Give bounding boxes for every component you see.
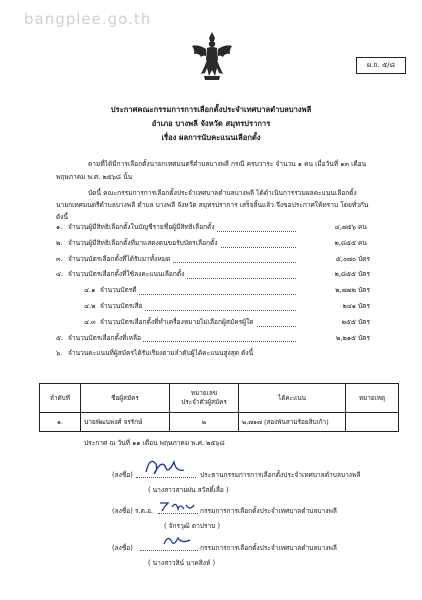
stat-value: ๕,๐๗๐ (335, 254, 356, 263)
stat-row (56, 346, 396, 362)
signature-2-label: (ลงชื่อ) ร.ต.อ. (112, 507, 154, 515)
header-note: หมายเหตุ (346, 384, 399, 413)
signature-3-name: ( นางสาวสิน์ นาคสิงห์ ) (148, 559, 216, 567)
cell-candidate-name: นายพัฒนพงศ์ จรรักษ์ (81, 413, 170, 432)
stat-unit: บัตร (358, 286, 371, 295)
cell-note (346, 413, 399, 432)
intro-line-1: ตามที่ได้มีการเลือกตั้งนายกเทศมนตรีตำบลบางพลี กรณี ครบวาระ จำนวน ๑ คน เมื่อวันที่ ๑๓ เดือน (88, 160, 367, 168)
cell-rank: ๑. (40, 413, 81, 432)
header-number-line-1: หมายเลข (190, 389, 218, 397)
signature-2-name: ( จักรวุฒิ ดาปราบ ) (164, 522, 221, 530)
form-code-box: ผ.ถ. ๕/๘ (356, 57, 406, 74)
signature-1-title: ประธานกรรมการการเลือกตั้งประจำเทศบาลตำบลบางพลี (200, 471, 361, 479)
stat-number: ๖. (56, 349, 63, 358)
document-subject: เรื่อง ผลการนับคะแนนเลือกตั้ง (161, 133, 261, 142)
stat-unit: บัตร (358, 270, 371, 279)
announcement-date: ประกาศ ณ วันที่ ๑๑ เดือน พฤษภาคม พ.ศ. ๒๕๖๘ (84, 439, 225, 447)
stat-label: จำนวนบัตรเลือกตั้งที่ใช้ลงคะแนนเลือกตั้ง (68, 267, 186, 283)
intro-line-4: นายกเทศมนตรีตำบลบางพลี ตำบล บางพลี จังหวัด สมุทรปราการ เสร็จสิ้นแล้ว จึงขอประกาศให้ทราบ โดยทั่วกัน (56, 201, 369, 209)
document-location: อำเภอ บางพลี จังหวัด สมุทรปราการ (151, 119, 271, 128)
stat-value: ๒,๘๕๕ (334, 238, 356, 247)
stat-number: ๔.๓ (84, 317, 96, 326)
stat-value: ๒๔๑ (342, 301, 356, 310)
stat-value: ๒,๒๑๕ (336, 333, 356, 342)
handwritten-signature-3 (160, 532, 196, 550)
stat-label: จำนวนบัตรเลือกตั้งที่ได้รับมาทั้งหมด (68, 252, 172, 268)
header-number-line-2: ประจำตัวผู้สมัคร (181, 398, 227, 406)
cell-candidate-number: ๒ (170, 413, 239, 432)
stat-value: ๒,๗๗๒ (335, 286, 356, 295)
stat-value: ๔,๗๕๖ (334, 223, 356, 231)
intro-line-2: พฤษภาคม พ.ศ. ๒๕๖๘ นั้น (56, 173, 133, 181)
stat-unit: คน (358, 238, 367, 247)
header-candidate-name: ชื่อผู้สมัคร (81, 384, 170, 413)
signature-1-name: ( นางสาวสายฝน สวัสดิ์เลื่อ ) (148, 486, 229, 494)
intro-line-5: ดังนี้ (56, 213, 69, 221)
results-table-header (40, 384, 399, 413)
stat-number: ๔.๒ (84, 301, 96, 310)
stat-number: ๔.๑ (84, 286, 96, 295)
signature-1-label: (ลงชื่อ) (112, 471, 133, 479)
stat-row (56, 267, 396, 283)
stat-number: ๒. (56, 238, 63, 247)
stat-row (56, 252, 396, 268)
stat-number: ๓. (56, 254, 63, 263)
stat-row (56, 299, 396, 315)
stat-unit: บัตร (358, 317, 371, 326)
stat-label: จำนวนผู้มีสิทธิเลือกตั้งที่มาแสดงตนขอรับบัตรเลือกตั้ง (68, 236, 220, 252)
header-candidate-number (170, 384, 239, 413)
stat-label: จำนวนบัตรเลือกตั้งที่เหลือ (68, 331, 143, 347)
handwritten-signature-1 (140, 450, 190, 480)
stat-label: จำนวนบัตรเสีย (100, 299, 144, 315)
stat-label: จำนวนคะแนนที่ผู้สมัครได้รับเรียงตามลำดับผู้ได้คะแนนสูงสุด ดังนี้ (68, 349, 254, 358)
vote-statistics-list (56, 220, 396, 362)
signature-3-label: (ลงชื่อ) (112, 544, 133, 552)
stat-number: ๔. (56, 270, 64, 279)
stat-row (56, 315, 396, 331)
stat-row (56, 283, 396, 299)
results-table (39, 383, 399, 432)
stat-row (56, 331, 396, 347)
signature-3-title: กรรมการการเลือกตั้งประจำเทศบาลตำบลบางพลี (200, 544, 337, 552)
header-rank: ลำดับที่ (40, 384, 81, 413)
stat-label: จำนวนผู้มีสิทธิเลือกตั้งในบัญชีรายชื่อผู้มีสิทธิเลือกตั้ง (68, 220, 217, 236)
stat-label: จำนวนบัตรดี (100, 283, 139, 299)
header-score: ได้คะแนน (239, 384, 346, 413)
stat-label: จำนวนบัตรเลือกตั้งที่ทำเครื่องหมายไม่เลือกผู้สมัครผู้ใด (100, 315, 256, 331)
watermark-text: bangplee.go.th (24, 10, 152, 28)
stat-number: ๑. (56, 223, 63, 231)
signature-2-title: กรรมการการเลือกตั้งประจำเทศบาลตำบลบางพลี (200, 507, 337, 515)
stat-row (56, 220, 396, 236)
stat-row (56, 236, 396, 252)
cell-score: ๒,๗๑๗ (สองพันสามร้อยสิบเก้า) (239, 413, 346, 432)
stat-unit: บัตร (358, 301, 371, 310)
garuda-emblem-icon (190, 30, 234, 82)
stat-number: ๕. (56, 333, 64, 342)
document-header (0, 103, 422, 145)
document-title: ประกาศคณะกรรมการการเลือกตั้งประจำเทศบาลตำบลบางพลี (110, 105, 312, 114)
stat-unit: คน (358, 223, 367, 231)
stat-value: ๒,๘๕๕ (334, 270, 356, 279)
table-row (40, 413, 399, 432)
stat-value: ๒๕๕ (341, 317, 356, 326)
stat-unit: บัตร (358, 254, 371, 263)
intro-line-3: บัดนี้ คณะกรรมการการเลือกตั้งประจำเทศบาลตำบลบางพลี ได้ดำเนินการรวมผลคะแนนเลือกตั้ง (88, 189, 357, 197)
stat-unit: บัตร (358, 333, 371, 342)
